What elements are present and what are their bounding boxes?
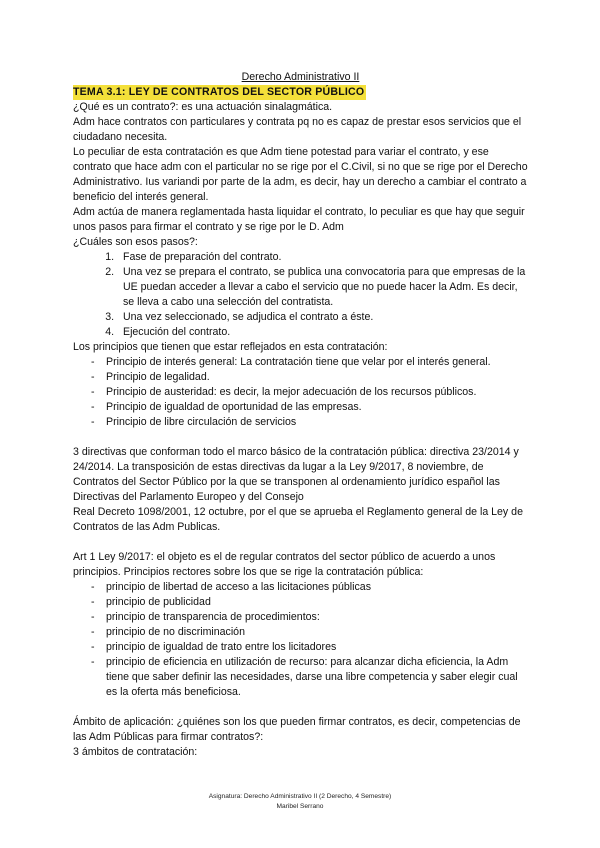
document-body: [73, 70, 528, 760]
intro-paragraph: Adm hace contratos con particulares y contrata pq no es capaz de prestar esos servicios que el ciudadano necesita.: [73, 116, 522, 143]
list-item: 4. Ejecución del contrato.: [117, 325, 528, 340]
list-item: - Principio de libre circulación de servicios: [73, 415, 528, 430]
intro-paragraph: ¿Qué es un contrato?: es una actuación sinalagmática.: [73, 101, 333, 113]
document-header: Derecho Administrativo II: [241, 71, 360, 83]
list-item: - principio de igualdad de trato entre los licitadores: [73, 640, 528, 655]
list-item: - Principio de austeridad: es decir, la mejor adecuación de los recursos públicos.: [73, 385, 528, 400]
footer-subject: Asignatura: Derecho Administrativo II (2 Derecho, 4 Semestre): [208, 793, 392, 800]
list-item: - principio de no discriminación: [73, 625, 528, 640]
list-item: - principio de transparencia de procedimientos:: [73, 610, 528, 625]
intro-paragraph: Lo peculiar de esta contratación es que Adm tiene potestad para variar el contrato, y ese contrato que hace adm con el particular no se rige por el C.Civil, si no que se rige por el Derecho Administrativo. Ius variandi por parte de la adm, es decir, hay un derecho a cambiar el contrato a beneficio del interés general.: [73, 146, 528, 203]
ambitos-line: 3 ámbitos de contratación:: [73, 746, 198, 758]
list-item: - Principio de igualdad de oportunidad de las empresas.: [73, 400, 528, 415]
list-item: 1. Fase de preparación del contrato.: [117, 250, 528, 265]
list-item: 3. Una vez seleccionado, se adjudica el contrato a éste.: [117, 310, 528, 325]
footer-author: Maribel Serrano: [276, 803, 324, 810]
real-decreto-paragraph: Real Decreto 1098/2001, 12 octubre, por el que se aprueba el Reglamento general de la Ley de Contratos de las Adm Publicas.: [73, 506, 523, 533]
list-item: - Principio de interés general: La contratación tiene que velar por el interés general.: [73, 355, 528, 370]
list-item: - principio de publicidad: [73, 595, 528, 610]
ambito-paragraph: Ámbito de aplicación: ¿quiénes son los que pueden firmar contratos, es decir, competencias de las Adm Públicas para firmar contratos?:: [73, 716, 521, 743]
art1-paragraph: Art 1 Ley 9/2017: el objeto es el de regular contratos del sector público de acuerdo a unos principios. Principios rectores sobre los que se rige la contratación pública:: [73, 551, 496, 578]
spacer: [73, 700, 528, 715]
spacer: [73, 535, 528, 550]
rector-principles-list: [73, 580, 528, 700]
principles-intro: Los principios que tienen que estar reflejados en esta contratación:: [73, 341, 388, 353]
list-item: - Principio de legalidad.: [73, 370, 528, 385]
steps-question: ¿Cuáles son esos pasos?:: [73, 236, 198, 248]
list-item: - principio de libertad de acceso a las licitaciones públicas: [73, 580, 528, 595]
page-title: TEMA 3.1: LEY DE CONTRATOS DEL SECTOR PÚBLICO: [73, 86, 365, 98]
directives-paragraph: 3 directivas que conforman todo el marco básico de la contratación pública: directiva 23/2014 y 24/2014. La transposición de estas directivas da lugar a la Ley 9/2017, 8 noviembre, de Contratos del Sector Público por la que se transponen al ordenamiento jurídico español las Directivas del Parlamento Europeo y del Consejo: [73, 446, 519, 503]
list-item: 2. Una vez se prepara el contrato, se publica una convocatoria para que empresas de la UE puedan acceder a llevar a cabo el servicio que no puede hacer la Adm. Es decir, se lleva a cabo una selección del contratista.: [117, 265, 528, 310]
principles-list: [73, 355, 528, 430]
steps-list: [73, 250, 528, 340]
title-line: [73, 85, 528, 100]
intro-paragraph: Adm actúa de manera reglamentada hasta liquidar el contrato, lo peculiar es que hay que seguir unos pasos para firmar el contrato y se rige por le D. Adm: [73, 206, 525, 233]
list-item: - principio de eficiencia en utilización de recurso: para alcanzar dicha eficiencia, la Adm tiene que saber definir las necesidades, darse una libre competencia y saber elegir cual es la oferta más beneficiosa.: [73, 655, 528, 700]
spacer: [73, 430, 528, 445]
